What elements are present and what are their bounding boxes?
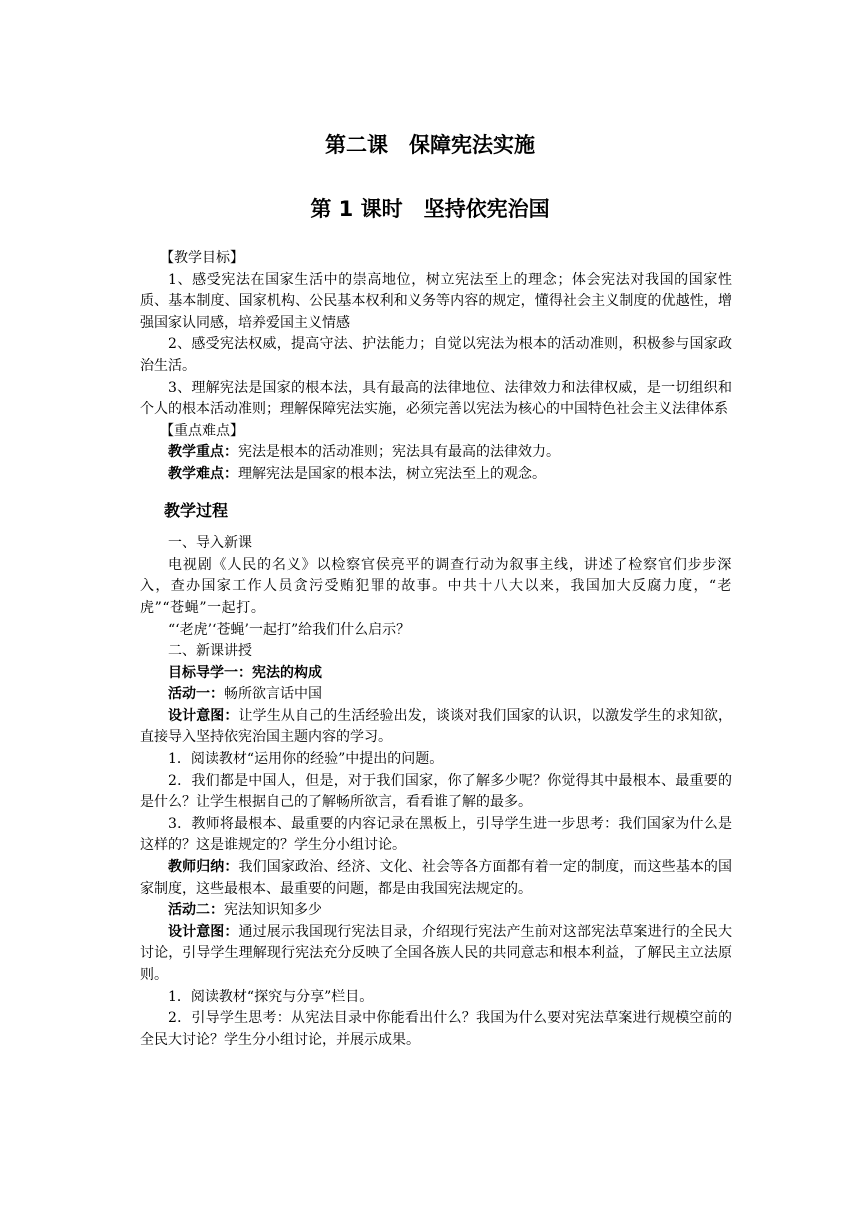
activity-2-label: 活动二： [168,902,224,919]
activity-1-step-3: 3．教师将最根本、最重要的内容记录在黑板上，引导学生进一步思考：我们国家为什么是这样的？这是谁规定的？学生分小组讨论。 [140,815,732,854]
goal-1: 1、感受宪法在国家生活中的崇高地位，树立宪法至上的理念；体会宪法对我国的国家性质、基本制度、国家机构、公民基本权利和义务等内容的规定，懂得社会主义制度的优越性，增强国家认同感，培养爱国主义情感 [140,271,732,331]
activity-1-title: 畅所欲言话中国 [224,686,322,703]
section-2-heading: 二、新课讲授 [168,643,252,660]
activity-1-design-text: 让学生从自己的生活经验出发，谈谈对我们国家的认识，以激发学生的求知欲，直接导入坚持依宪治国主题内容的学习。 [140,707,733,746]
page-title: 第二课 保障宪法实施 [325,133,535,157]
activity-1-step-1: 1．阅读教材“运用你的经验”中提出的问题。 [168,751,444,768]
teacher-summary-label: 教师归纳： [168,859,239,876]
goal-3: 3、理解宪法是国家的根本法，具有最高的法律地位、法律效力和法律权威，是一切组织和个人的根本活动准则；理解保障宪法实施，必须完善以宪法为核心的中国特色社会主义法律体系 [140,379,732,418]
difficult-point-text: 理解宪法是国家的根本法，树立宪法至上的观念。 [238,465,546,482]
activity-2-title: 宪法知识知多少 [224,902,322,919]
difficult-point-label: 教学难点： [168,465,238,482]
activity-1-label: 活动一： [168,686,224,703]
design-label: 设计意图： [168,707,239,724]
document-body [140,248,732,1051]
activity-2-design-text: 通过展示我国现行宪法目录，介绍现行宪法产生前对这部宪法草案进行的全民大讨论，引导学生理解现行宪法充分反映了全国各族人民的共同意志和根本利益，了解民主立法原则。 [140,923,733,983]
design-label: 设计意图： [168,923,239,940]
teacher-summary-text: 我们国家政治、经济、文化、社会等各方面都有着一定的制度，而这些基本的国家制度，这些最根本、最重要的问题，都是由我国宪法规定的。 [140,859,733,897]
activity-1-design [140,706,732,749]
key-point [140,442,732,464]
activity-2-design [140,922,732,987]
target-1-heading: 目标导学一：宪法的构成 [168,664,322,681]
activity-1-step-2: 2．我们都是中国人，但是，对于我们国家，你了解多少呢？你觉得其中最根本、最重要的是什么？让学生根据自己的了解畅所欲言，看看谁了解的最多。 [140,772,732,811]
process-heading: 教学过程 [164,500,229,520]
section-1-heading: 一、导入新课 [168,535,252,552]
goals-heading: 【教学目标】 [160,250,244,266]
goal-2: 2、感受宪法权威，提高守法、护法能力；自觉以宪法为根本的活动准则，积极参与国家政治生活。 [140,336,732,374]
intro-question: “‘老虎’‘苍蝇’一起打”给我们什么启示？ [168,621,411,638]
difficult-point [140,464,732,486]
teacher-summary [140,857,732,900]
key-point-label: 教学重点： [168,444,238,461]
activity-2 [140,900,732,922]
keypoints-heading: 【重点难点】 [160,422,244,439]
activity-2-step-1: 1．阅读教材“探究与分享”栏目。 [168,988,374,1005]
activity-2-step-2: 2．引导学生思考：从宪法目录中你能看出什么？我国为什么要对宪法草案进行规模空前的全民大讨论？学生分小组讨论，并展示成果。 [140,1010,732,1048]
activity-1 [140,684,732,706]
key-point-text: 宪法是根本的活动准则；宪法具有最高的法律效力。 [238,444,560,461]
lesson-subtitle: 第 1 课时 坚持依宪治国 [310,197,550,221]
intro-story: 电视剧《人民的名义》以检察官侯亮平的调查行动为叙事主线，讲述了检察官们步步深入，查办国家工作人员贪污受贿犯罪的故事。中共十八大以来，我国加大反腐力度，“老虎”“苍蝇”一起打。 [140,556,732,616]
